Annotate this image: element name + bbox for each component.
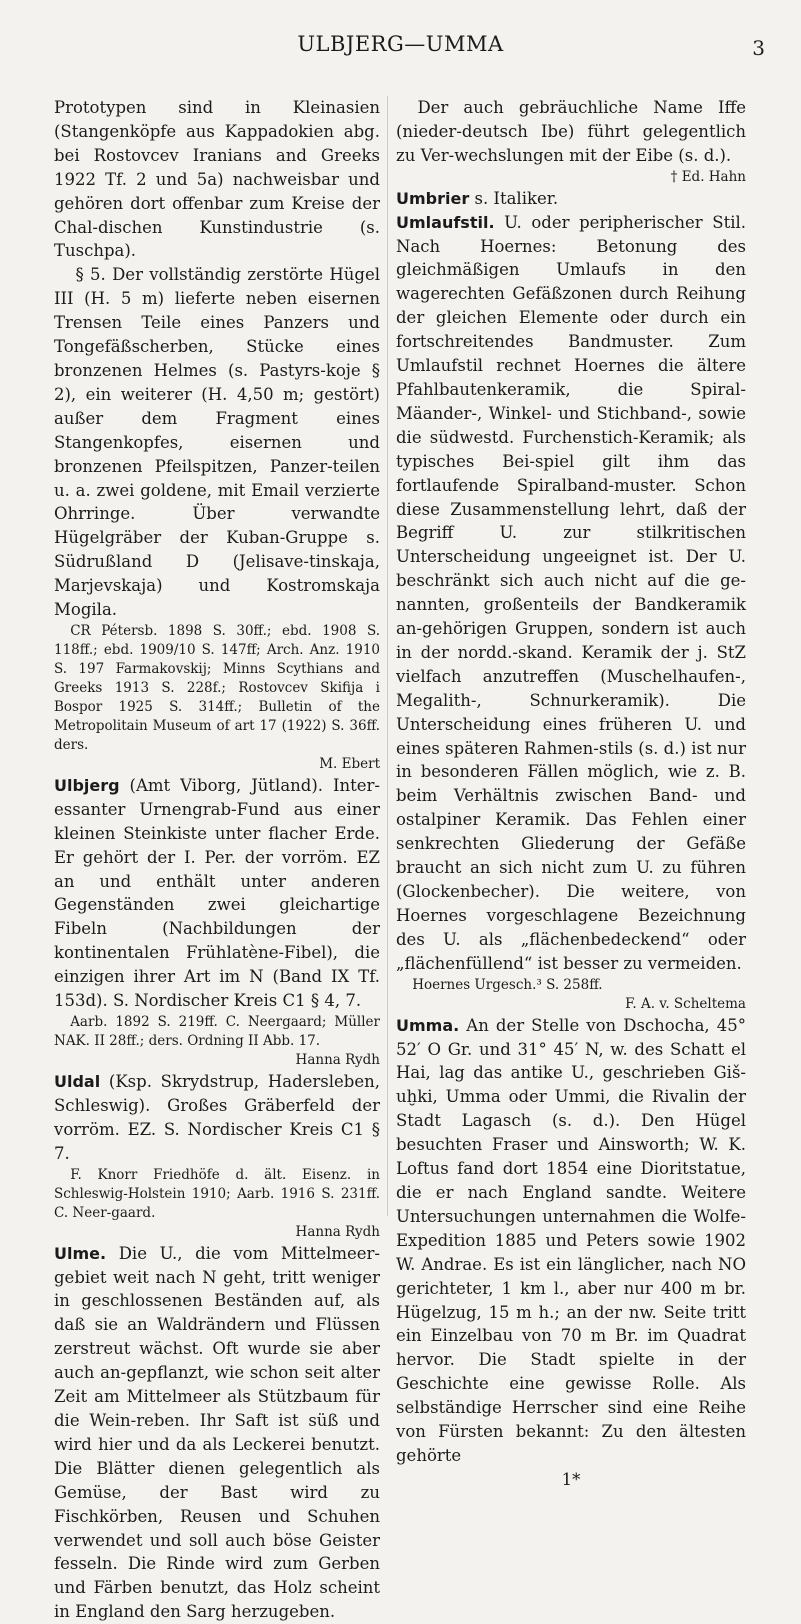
author-signature-rydh-2: Hanna Rydh <box>295 1223 380 1240</box>
running-head: ULBJERG—UMMA <box>297 32 504 56</box>
author-signature-ebert: M. Ebert <box>319 755 380 772</box>
entry-ulme-text: Die U., die vom Mittelmeer-gebiet weit nach N geht, tritt weniger in geschlossenen Beständen auf, als daß sie an Waldrändern und Flüssen zerstreut wächst. Oft wurde sie aber auch an-gepflanzt, wie schon seit alter Zeit am Mittelmeer als Stützbaum für die Wein-reben. Ihr Saft ist süß und wird hier und da als Leckerei benutzt. Die Blätter dienen gelegentlich als Gemüse, der Bast wird zu Fischkörben, Reusen und Schuhen verwendet und soll auch böse Geister fesseln. Die Rinde wird zum Gerben und Färben benutzt, das Holz scheint in England den Sarg herzugeben. <box>54 1243 380 1622</box>
page-header <box>0 20 801 60</box>
references-kostromskaja: CR Pétersb. 1898 S. 30ff.; ebd. 1908 S. 118ff.; ebd. 1909/10 S. 147ff; Arch. Anz. 1910 S. 197 Farmakovskij; Minns Scythians and Greeks 1913 S. 228f.; Rostovcev Skifija i Bospor 1925 S. 314ff.; Bulletin of the Metropolitain Museum of art 17 (1922) S. 36ff. ders. <box>54 622 380 753</box>
headword-uldal: Uldal <box>54 1072 101 1091</box>
headword-umma: Umma. <box>396 1015 460 1035</box>
headword-umlaufstil: Umlaufstil. <box>396 212 495 232</box>
entry-umma <box>396 1014 746 1468</box>
column-divider <box>387 96 388 1216</box>
references-ulbjerg: Aarb. 1892 S. 219ff. C. Neergaard; Müller NAK. II 28ff.; ders. Ordning II Abb. 17. <box>54 1014 380 1049</box>
headword-ulbjerg: Ulbjerg <box>54 775 120 795</box>
entry-ulbjerg-text: (Amt Viborg, Jütland). Inter-essanter Urnengrab-Fund aus einer kleinen Steinkiste unter flacher Erde. Er gehört der I. Per. der vorröm. EZ an und enthält unter anderen Gegenständen zwei gleichartige Fibeln (Nachbildungen der kontinentalen Frühlatène-Fibel), die einzigen ihrer Art im N (Band IX Tf. 153d). S. Nordischer Kreis C1 § 4, 7. <box>54 775 380 1011</box>
entry-umlaufstil-text: U. oder peripherischer Stil. Nach Hoernes: Betonung des gleichmäßigen Umlaufs in den wagerechten Gefäßzonen durch Reihung der gleichen Elemente oder durch ein fortschreitendes Bandmuster. Zum Umlaufstil rechnet Hoernes die ältere Pfahlbautenkeramik, die Spiral-Mäander-, Winkel- und Stichband-, sowie die südwestd. Furchenstich-Keramik; als typisches Bei-spiel gilt ihm das fortlaufende Spiralband-muster. Schon diese Zusammenstellung lehrt, daß der Begriff U. zur stilkritischen Unterscheidung ungeeignet ist. Der U. beschränkt sich auch nicht auf die ge-nannten, großenteils der Bandkeramik an-gehörigen Gruppen, sondern ist auch in der nordd.-skand. Keramik der j. StZ vielfach anzutreffen (Muschelhaufen-, Megalith-, Schnurkeramik). Die Unterscheidung eines früheren U. und eines späteren Rahmen-stils (s. d.) ist nur in besonderen Fällen möglich, wie z. B. beim Verhältnis zwischen Band- und ostalpiner Keramik. Das Fehlen einer senkrechten Gliederung der Gefäße braucht an sich nicht zum U. zu führen (Glockenbecher). Die weitere, von Hoernes vorgeschlagene Bezeichnung des U. als „flächenbedeckend“ oder „flächenfüllend“ ist besser zu vermeiden. <box>396 212 746 973</box>
headword-umbrier: Umbrier <box>396 188 470 208</box>
ulme-continued-paragraph: Der auch gebräuchliche Name Iffe (nieder-deutsch Ibe) führt gelegentlich zu Ver-wechslungen mit der Eibe (s. d.). <box>396 98 746 165</box>
entry-ulbjerg <box>54 774 380 1013</box>
signature-mark: 1* <box>561 1469 581 1489</box>
references-uldal: F. Knorr Friedhöfe d. ält. Eisenz. in Schleswig-Holstein 1910; Aarb. 1916 S. 231ff. C. Neer-gaard. <box>54 1166 380 1221</box>
headword-ulme: Ulme. <box>54 1243 107 1263</box>
intro-paragraph: Prototypen sind in Kleinasien (Stangenköpfe aus Kappadokien abg. bei Rostovcev Iranians and Greeks 1922 Tf. 2 und 5a) nachweisbar und gehören dort offenbar zum Kreise der Chal-dischen Kunstindustrie (s. Tuschpa). <box>54 98 380 261</box>
entry-umlaufstil <box>396 211 746 976</box>
left-column <box>54 96 380 1624</box>
entry-uldal-text: (Ksp. Skrydstrup, Hadersleben, Schleswig). Großes Gräberfeld der vorröm. EZ. S. Nordischer Kreis C1 § 7. <box>54 1072 380 1163</box>
page-number: 3 <box>752 36 765 60</box>
author-signature-rydh-1: Hanna Rydh <box>295 1052 380 1068</box>
author-signature-hahn: † Ed. Hahn <box>670 168 746 185</box>
right-column <box>396 96 746 1492</box>
entry-umbrier <box>396 187 746 211</box>
entry-uldal <box>54 1070 380 1166</box>
entry-umma-text: An der Stelle von Dschocha, 45° 52′ O Gr. und 31° 45′ N, w. des Schatt el Hai, lag das antike U., geschrieben Giš-uḫki, Umma oder Ummi, die Rivalin der Stadt Lagasch (s. d.). Den Hügel besuchten Fraser und Ainsworth; W. K. Loftus fand dort 1854 eine Dioritstatue, die er nach England sandte. Weitere Untersuchungen unternahmen die Wolfe-Expedition 1885 und Peters sowie 1902 W. Andrae. Es ist ein länglicher, nach NO gerichteter, 1 km l., aber nur 400 m br. Hügelzug, 15 m h.; an der nw. Seite tritt ein Einzelbau von 70 m Br. im Quadrat hervor. Die Stadt spielte in der Geschichte eine gewisse Rolle. Als selbständige Herrscher sind eine Reihe von Fürsten bekannt: Zu den ältesten gehörte <box>396 1015 746 1465</box>
author-signature-scheltema: F. A. v. Scheltema <box>625 995 746 1012</box>
references-umlaufstil: Hoernes Urgesch.³ S. 258ff. <box>412 976 603 993</box>
entry-umbrier-text: s. Italiker. <box>469 188 559 208</box>
section-5-paragraph: § 5. Der vollständig zerstörte Hügel III (H. 5 m) lieferte neben eisernen Trensen Teile eines Panzers und Tongefäßscherben, Stücke eines bronzenen Helmes (s. Pastyrs-koje § 2), ein weiterer (H. 4,50 m; gestört) außer dem Fragment eines Stangenkopfes, eisernen und bronzenen Pfeilspitzen, Panzer-teilen u. a. zwei goldene, mit Email verzierte Ohrringe. Über verwandte Hügelgräber der Kuban-Gruppe s. Südrußland D (Jelisave-tinskaja, Marjevskaja) und Kostromskaja Mogila. <box>54 265 380 620</box>
entry-ulme <box>54 1242 380 1624</box>
